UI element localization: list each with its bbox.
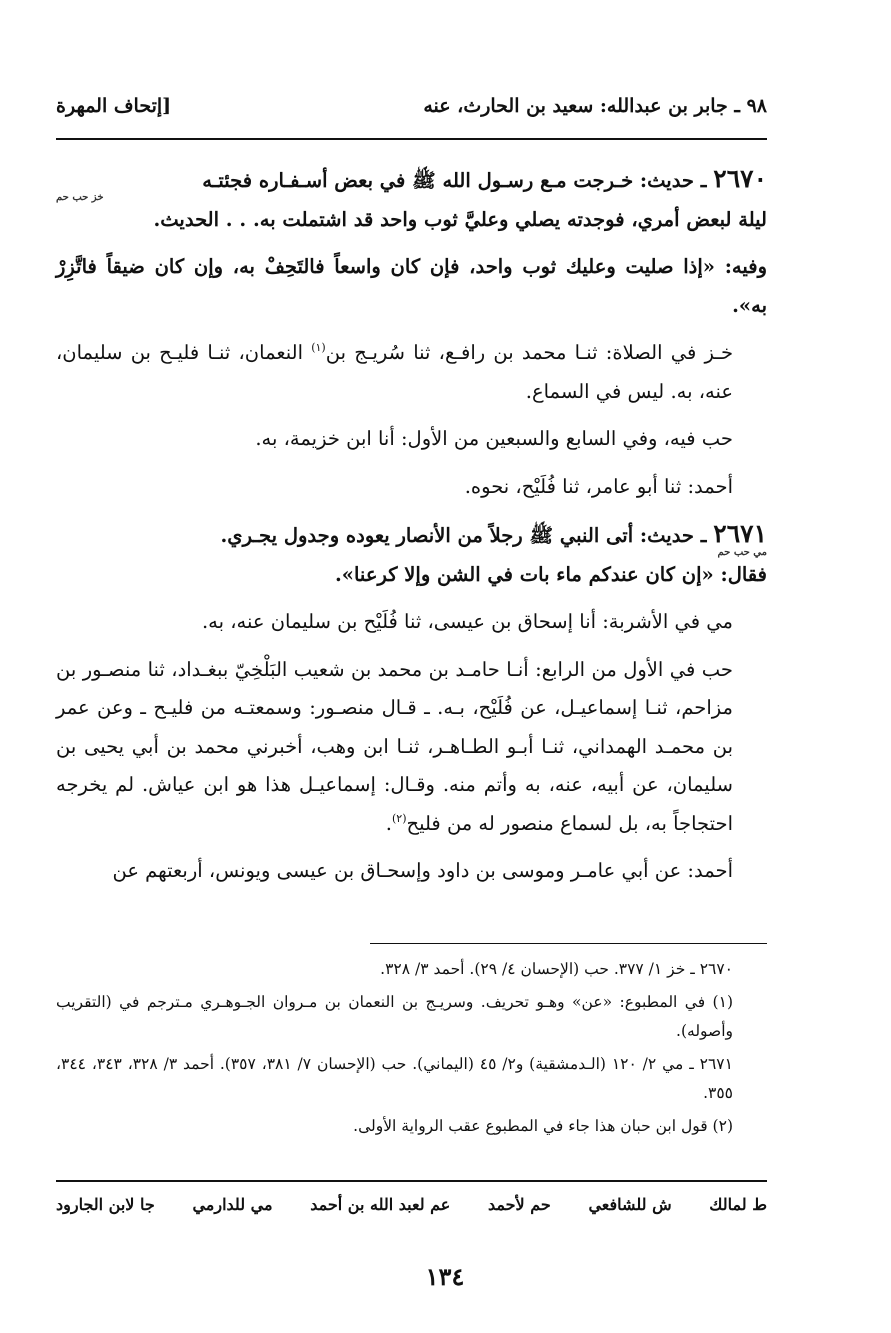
hadith-text-continued: فقال: «إن كان عندكم ماء بات في الشن وإلا كرعنا». — [335, 562, 767, 586]
sigla-item: ش للشافعي — [588, 1195, 672, 1214]
source-mi: مي في الأشربة: أنا إسحاق بن عيسى، ثنا فُلَيْح بن سليمان عنه، به. — [201, 610, 733, 633]
main-text — [56, 160, 767, 900]
running-header — [56, 88, 767, 124]
source-hb: حب فيه، وفي السابع والسبعين من الأول: أنا ابن خزيمة، به. — [255, 427, 733, 450]
header-chapter-title: ٩٨ ـ جابر بن عبدالله: سعيد بن الحارث، عنه — [423, 95, 767, 117]
hadith-number: ٢٦٧٠ — [713, 164, 767, 193]
sigla-item: حم لأحمد — [488, 1195, 551, 1214]
footnote-rule — [370, 943, 767, 944]
footnote-ref: (٢) — [391, 811, 407, 825]
page-number: ١٣٤ — [425, 1262, 465, 1291]
footnotes — [56, 955, 767, 1145]
header-rule — [56, 138, 767, 140]
sigla-item: جا لابن الجارود — [56, 1195, 155, 1214]
hadith-text: ـ حديث: أتى النبي ﷺ رجلاً من الأنصار يعوده وجدول يجـري. — [220, 524, 707, 547]
hadith-text-continued: ليلة لبعض أمري، فوجدته يصلي وعليَّ ثوب واحد قد اشتملت به. . . الحديث. — [153, 207, 767, 231]
sigla-rule — [56, 1180, 767, 1182]
hadith-2671-heading: ٢٦٧١ ـ حديث: أتى النبي ﷺ رجلاً من الأنصار يعوده وجدول يجـري. مي حب حم فقال: «إن كان عندكم ماء بات في الشن وإلا كرعنا». — [220, 519, 767, 586]
sigla-item: عم لعبد الله بن أحمد — [310, 1195, 451, 1214]
sigla-legend — [56, 1195, 767, 1214]
source-ahmad: أحمد: ثنا أبو عامر، ثنا فُلَيْح، نحوه. — [464, 474, 733, 498]
footnote: ٢٦٧١ ـ مي ٢/ ١٢٠ (الـدمشقية) و٢/ ٤٥ (اليماني). حب (الإحسان ٧/ ٣٨١، ٣٥٧). أحمد ٣/ ٣٢٨، ٣٤٣، ٣٤٤، ٣٥٥. — [56, 1055, 733, 1102]
header-book-title: [إتحاف المهرة — [56, 95, 172, 117]
footnote: (١) في المطبوع: «عن» وهـو تحريف. وسريـج بن النعمان بن مـروان الجـوهـري مـترجم في (التقريب وأصوله). — [56, 993, 733, 1040]
hadith-number: ٢٦٧١ — [713, 519, 767, 548]
source-khz: خـز في الصلاة: ثنـا محمد بن رافـع، ثنا سُريـج بن$^{(١)}$ النعمان، ثنـا فليـح بن سليمان، عنه، به. ليس في السماع. — [56, 341, 733, 403]
footnote: (٢) قول ابن حبان هذا جاء في المطبوع عقب الرواية الأولى. — [353, 1117, 733, 1135]
footnote: ٢٦٧٠ ـ خز ١/ ٣٧٧. حب (الإحسان ٤/ ٢٩). أحمد ٣/ ٣٢٨. — [380, 960, 733, 978]
sigla-item: مي للدارمي — [192, 1195, 273, 1214]
source-ahmad: أحمد: عن أبي عامـر وموسى بن داود وإسحـاق بن عيسى ويونس، أربعتهم عن — [112, 859, 733, 882]
footnote-ref: (١) — [311, 341, 326, 354]
hadith-text: ـ حديث: خـرجت مـع رسـول الله ﷺ في بعض أسـفـاره فجئتـه — [202, 169, 707, 192]
hadith-2670-wording: وفيه: «إذا صليت وعليك ثوب واحد، فإن كان واسعاً فالتَحِفْ به، وإن كان ضيقاً فاتَّزِرْ به». — [56, 255, 767, 317]
source-hb: حب في الأول من الرابع: أنـا حامـد بن محمد بن شعيب البَلْخِيّ ببغـداد، ثنا منصـور بن مزاحم، ثنـا إسماعيـل، عن فُلَيْح، بـه. ـ قـال منصـور: وسمعتـه من فليـح ـ وعن عمر بن محمـد الهمداني، ثنـا أبـو الطـاهـر، ثنـا ابن وهب، أخبرني محمد بن أبي يحيى بن سليمان، عن أبيه، عنه، به وأتم منه. وقـال: إسماعيـل هذا هو ابن عياش. لم يخرجه احتجاجاً به، بل لسماع منصور له من فليح$^{(٢)}$. — [56, 657, 733, 835]
hadith-2670-heading: ٢٦٧٠ ـ حديث: خـرجت مـع رسـول الله ﷺ في بعض أسـفـاره فجئتـه خز حب حم ليلة لبعض أمري، فوجدته يصلي وعليَّ ثوب واحد قد اشتملت به. . . الحديث. — [56, 164, 767, 231]
sigla-item: ط لمالك — [709, 1195, 767, 1214]
